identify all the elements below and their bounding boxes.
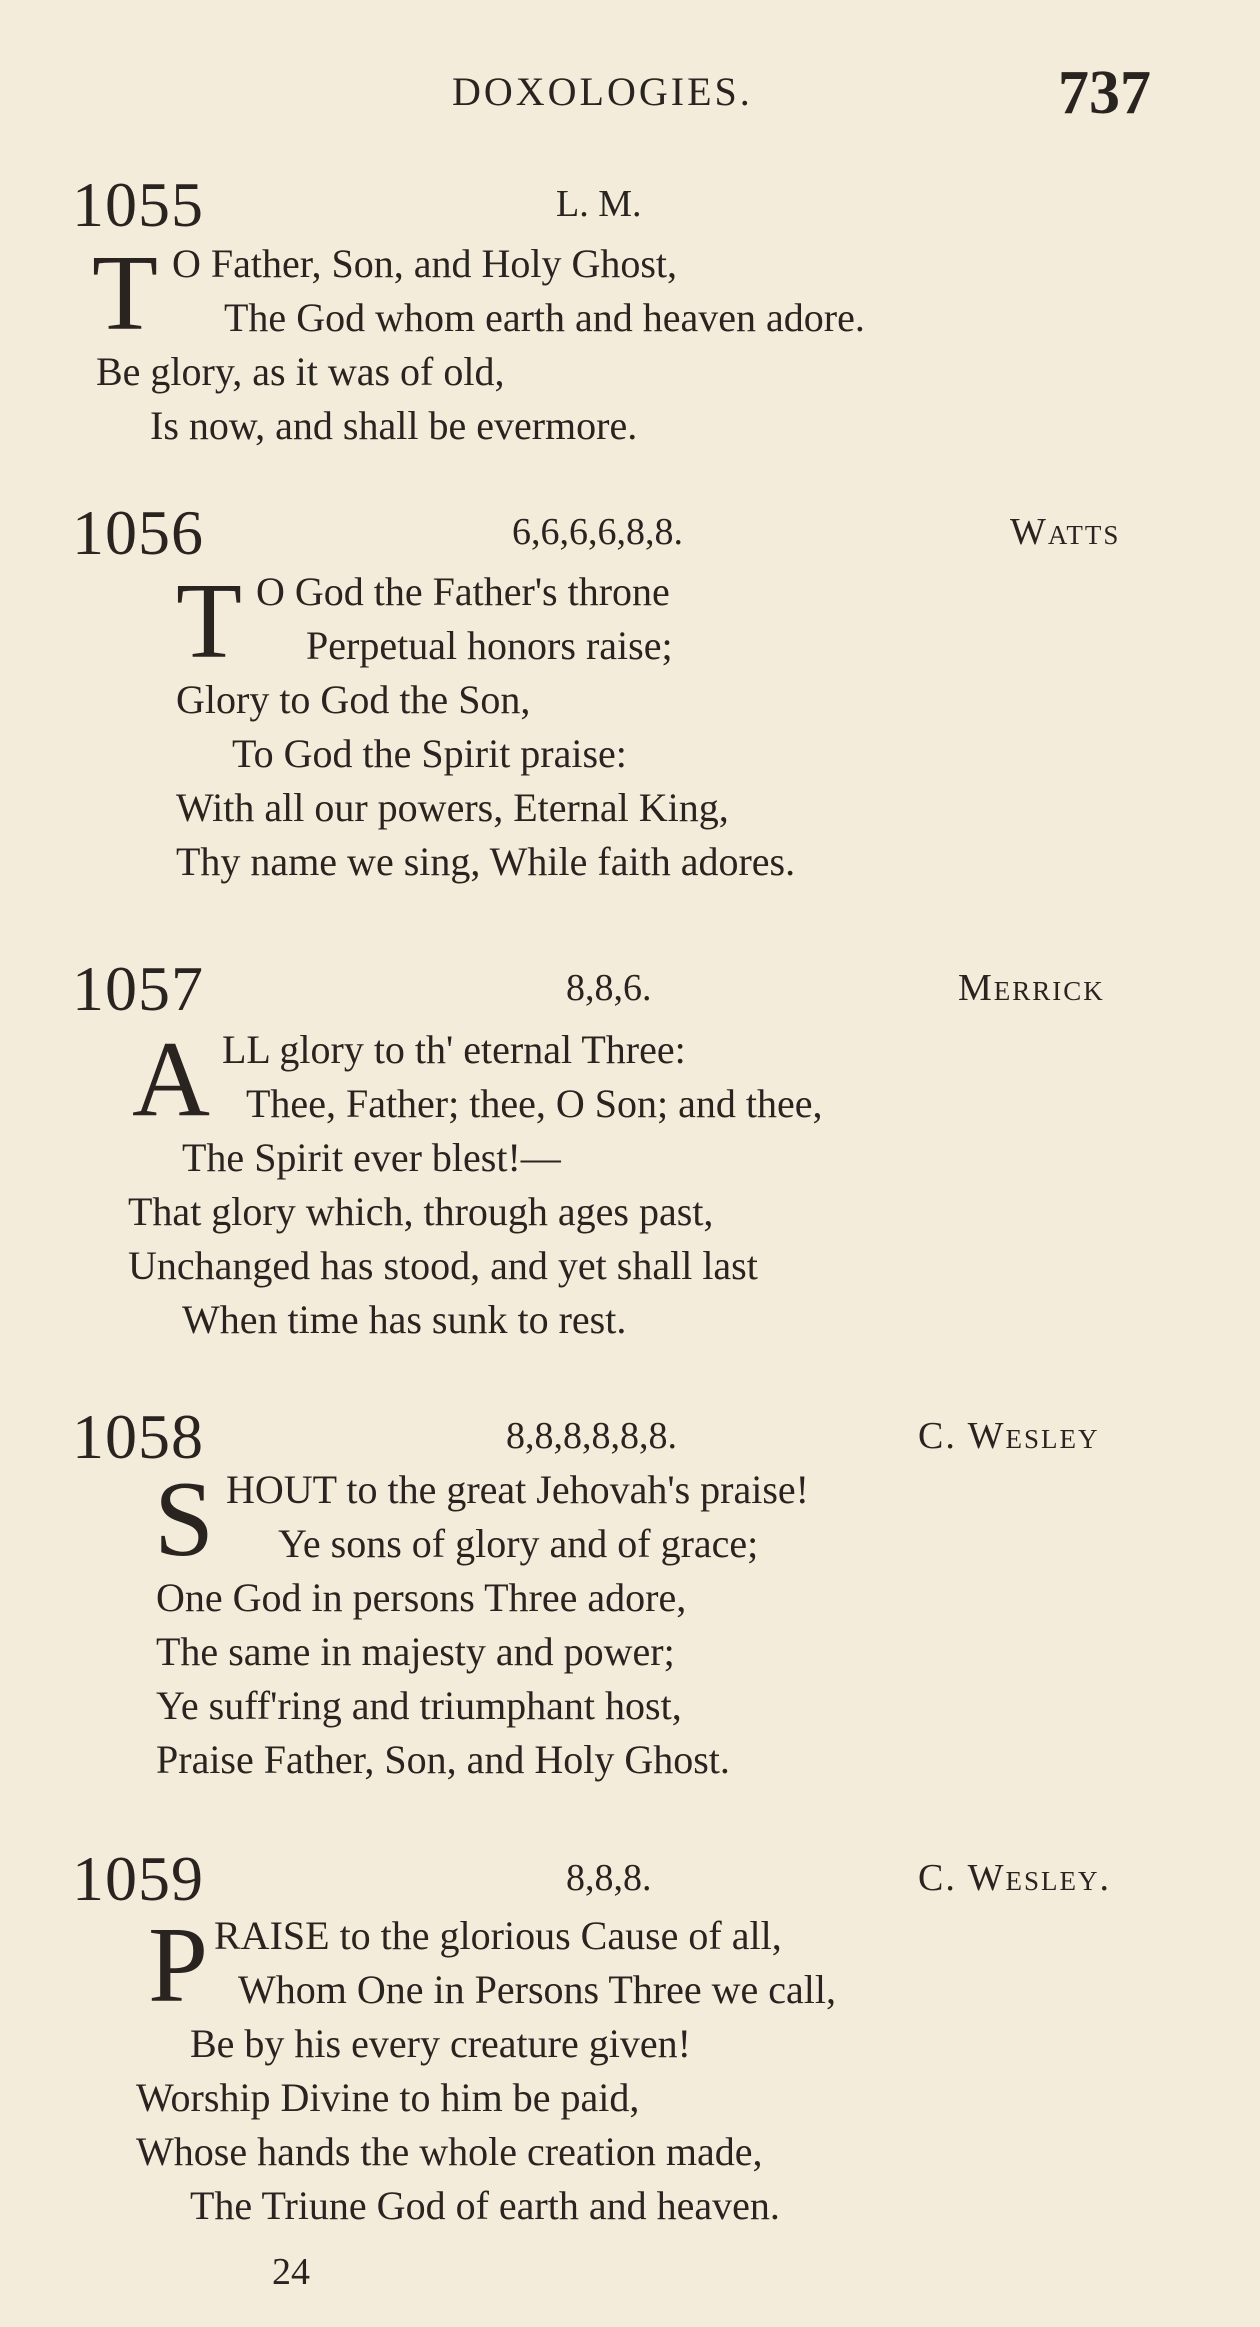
verse-line: When time has sunk to rest. xyxy=(182,1297,627,1342)
hymn-header xyxy=(0,168,1260,244)
verse-line: Thy name we sing, While faith adores. xyxy=(176,839,796,884)
verse-line: Glory to God the Son, xyxy=(176,677,531,722)
page-number: 737 xyxy=(1058,59,1151,127)
signature-mark: 24 xyxy=(272,2251,310,2293)
hymn-meter: 8,8,8. xyxy=(566,1857,652,1899)
verse-line: Is now, and shall be evermore. xyxy=(150,403,638,448)
drop-cap: S xyxy=(154,1460,215,1579)
hymn-number: 1058 xyxy=(72,1401,204,1472)
verse-line: Praise Father, Son, and Holy Ghost. xyxy=(156,1737,730,1782)
hymn-author: Merrick xyxy=(958,967,1105,1009)
verse-line: That glory which, through ages past, xyxy=(128,1189,714,1234)
verse-line: HOUT to the great Jehovah's praise! xyxy=(226,1467,809,1512)
verse-line: Ye suff'ring and triumphant host, xyxy=(156,1683,682,1728)
hymn-meter: 8,8,6. xyxy=(566,967,652,1009)
verse-line: Be glory, as it was of old, xyxy=(96,349,505,394)
verse-line: Worship Divine to him be paid, xyxy=(136,2075,640,2120)
verse-line: Ye sons of glory and of grace; xyxy=(278,1521,759,1566)
drop-cap: P xyxy=(148,1906,209,2025)
verse-line: The Triune God of earth and heaven. xyxy=(190,2183,780,2228)
verse-line: To God the Spirit praise: xyxy=(232,731,627,776)
hymn-meter: 8,8,8,8,8,8. xyxy=(506,1415,677,1457)
verse-line: One God in persons Three adore, xyxy=(156,1575,687,1620)
hymn-header xyxy=(0,952,1260,1028)
drop-cap: T xyxy=(92,234,158,353)
verse-line: With all our powers, Eternal King, xyxy=(176,785,729,830)
drop-cap: T xyxy=(176,562,242,681)
hymn-1055 xyxy=(0,168,1260,448)
running-head: DOXOLOGIES. xyxy=(452,69,753,114)
hymn-number: 1055 xyxy=(72,169,204,240)
drop-cap: A xyxy=(132,1020,210,1139)
verse-line: The God whom earth and heaven adore. xyxy=(224,295,865,340)
verse-line: Be by his every creature given! xyxy=(190,2021,691,2066)
verse-line: The Spirit ever blest!— xyxy=(182,1135,561,1180)
verse-line: O Father, Son, and Holy Ghost, xyxy=(172,241,678,286)
hymn-number: 1059 xyxy=(72,1843,204,1914)
hymn-number: 1056 xyxy=(72,497,204,568)
hymn-number: 1057 xyxy=(72,953,204,1024)
verse-line: O God the Father's throne xyxy=(256,569,670,614)
hymn-1058 xyxy=(0,1400,1260,1782)
hymn-header xyxy=(0,496,1260,572)
verse-line: Thee, Father; thee, O Son; and thee, xyxy=(246,1081,823,1126)
verse-line: Whose hands the whole creation made, xyxy=(136,2129,763,2174)
verse-line: RAISE to the glorious Cause of all, xyxy=(214,1913,782,1958)
hymn-1059 xyxy=(0,1842,1260,2228)
hymn-author: C. Wesley. xyxy=(918,1857,1112,1899)
hymn-meter: L. M. xyxy=(556,183,642,225)
verse-line: Whom One in Persons Three we call, xyxy=(238,1967,836,2012)
hymn-1057 xyxy=(0,952,1260,1342)
hymn-meter: 6,6,6,6,8,8. xyxy=(512,511,683,553)
verse-line: Unchanged has stood, and yet shall last xyxy=(128,1243,758,1288)
hymn-author: Watts xyxy=(1010,511,1121,553)
hymn-author: C. Wesley xyxy=(918,1415,1100,1457)
verse-line: Perpetual honors raise; xyxy=(306,623,673,668)
verse-line: LL glory to th' eternal Three: xyxy=(222,1027,686,1072)
hymn-1056 xyxy=(0,496,1260,884)
verse-line: The same in majesty and power; xyxy=(156,1629,675,1674)
